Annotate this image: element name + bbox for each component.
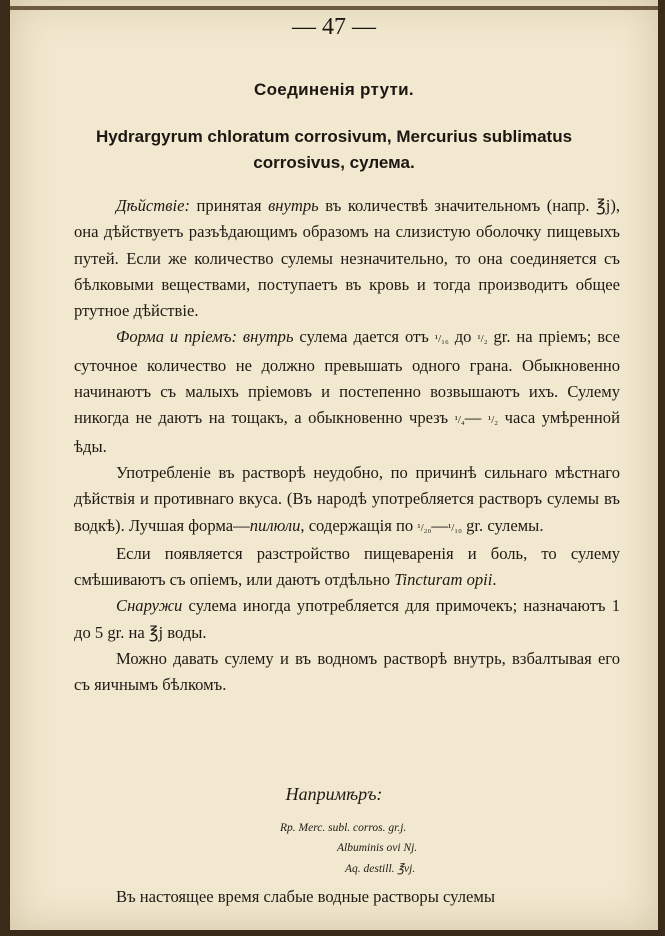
recipe-line-3: Aq. destill. ℥vj. <box>345 863 416 875</box>
paragraph-action: Дѣйствіе: принятая внутрь въ количествѣ значительномъ (напр. ℥j), она дѣйствуетъ разъѣдающимъ образомъ на слизистую оболочку пищевыхъ путей. Если же количество сулемы незначительно, то она соединяется съ бѣлковыми веществами, поступаетъ въ кровь и тогда производитъ общее ртутное дѣйствіе. <box>74 196 620 321</box>
body-text <box>74 193 620 699</box>
section-heading: Соединенія ртути. <box>254 80 414 99</box>
label-dosage: Форма и пріемъ: <box>116 327 237 347</box>
section-subtitle: Hydrargyrum chloratum corrosivum, Mercurius sublimatus corrosivus, сулема. <box>95 127 573 172</box>
book-page <box>10 0 658 930</box>
paragraph-dosage: Форма и пріемъ: внутрь сулема дается отъ ¹/₁₆ до ¹/₂ gr. на пріемъ; все суточное количество не должно превышать одного грана. Обыкновенно начинаютъ съ малыхъ пріемовъ и постепенно возвышаютъ ихъ. Сулему никогда не даютъ на тощакъ, а обыкновенно чрезъ ¹/₄— ¹/₂ часа умѣренной ѣды. <box>74 327 620 456</box>
label-action: Дѣйствіе: <box>116 196 190 215</box>
paragraph-usage: Употребленіе въ растворѣ неудобно, по причинѣ сильнаго мѣстнаго дѣйствія и противнаго вкуса. (Въ народѣ употребляется растворъ сулемы въ водкѣ). Лучшая форма—пилюли, содержащія по ¹/₂₀—¹/₁₀ gr. сулемы. <box>74 462 620 535</box>
page-number: — 47 — <box>292 14 376 40</box>
recipe-line-2: Albuminis ovi Nj. <box>337 842 418 854</box>
example-heading: Напримѣръ: <box>285 784 383 804</box>
paragraph-external: Снаружи сулема иногда употребляется для примочекъ; назначаютъ 1 до 5 gr. на ℥j воды. <box>74 596 620 642</box>
top-edge-rule <box>10 6 658 10</box>
paragraph-solution: Можно давать сулему и въ водномъ растворѣ внутрь, взбалтывая его съ яичнымъ бѣлкомъ. <box>74 649 620 695</box>
continuation-line: Въ настоящее время слабые водные растворы сулемы <box>116 887 496 906</box>
paragraph-side-effects: Если появляется разстройство пищеваренія и боль, то сулему смѣшиваютъ съ опіемъ, или даютъ отдѣльно Tincturam opii. <box>74 543 620 590</box>
recipe-line-1: Rp. Merc. subl. corros. gr.j. <box>280 822 407 834</box>
